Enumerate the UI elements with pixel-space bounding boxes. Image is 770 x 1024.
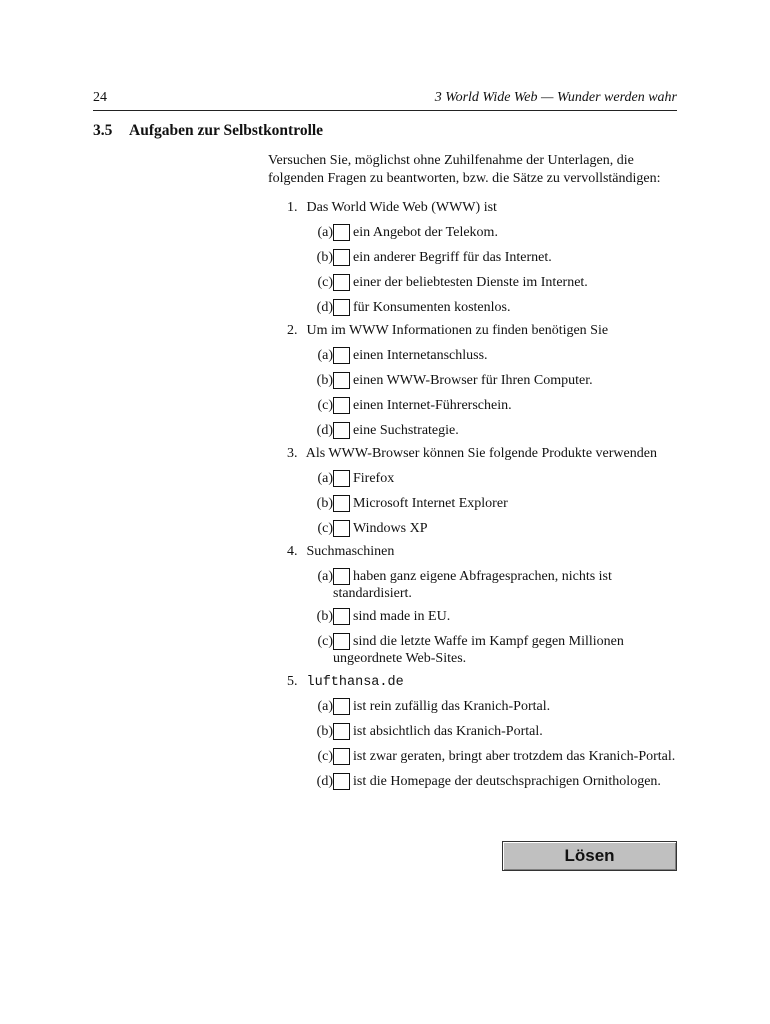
- question-number: 5.: [287, 674, 298, 689]
- answer-checkbox[interactable]: [333, 249, 350, 266]
- answer-option: [287, 770, 682, 793]
- page-header: [93, 90, 677, 111]
- option-text: einen Internet-Führerschein.: [353, 398, 512, 413]
- option-text: ist rein zufällig das Kranich-Portal.: [353, 699, 551, 714]
- running-title: 3 World Wide Web — Wunder werden wahr: [434, 90, 677, 105]
- question-text: [287, 442, 682, 465]
- answer-option: [287, 369, 682, 392]
- question-text: [287, 670, 682, 693]
- answer-option: [287, 344, 682, 367]
- answer-checkbox[interactable]: [333, 520, 350, 537]
- option-letter: (b): [316, 250, 333, 265]
- answer-checkbox[interactable]: [333, 224, 350, 241]
- option-text: Firefox: [353, 471, 395, 486]
- answer-checkbox[interactable]: [333, 748, 350, 765]
- answer-checkbox[interactable]: [333, 274, 350, 291]
- page-number: 24: [93, 90, 107, 105]
- answer-checkbox[interactable]: [333, 299, 350, 316]
- option-text: ein anderer Begriff für das Internet.: [353, 250, 552, 265]
- section-number: 3.5: [93, 122, 113, 139]
- option-letter: (c): [317, 275, 333, 290]
- option-text: sind die letzte Waffe im Kampf gegen Millionen: [353, 634, 624, 649]
- answer-option: [287, 246, 682, 269]
- option-text: ist die Homepage der deutschsprachigen Ornithologen.: [353, 774, 661, 789]
- option-letter: (c): [317, 749, 333, 764]
- question-label: Als WWW-Browser können Sie folgende Produkte verwenden: [305, 446, 657, 461]
- answer-option: [287, 296, 682, 319]
- question-label: Suchmaschinen: [306, 544, 395, 559]
- answer-option: [287, 605, 682, 628]
- question-label: lufthansa.de: [306, 675, 404, 690]
- answer-option: [287, 221, 682, 244]
- option-letter: (d): [316, 423, 333, 438]
- question-number: 1.: [287, 200, 298, 215]
- question-label: Um im WWW Informationen zu finden benötigen Sie: [306, 323, 609, 338]
- question-text: [287, 319, 682, 342]
- option-text: Windows XP: [353, 521, 428, 536]
- answer-checkbox[interactable]: [333, 723, 350, 740]
- question-3: [287, 442, 682, 540]
- answer-option: [287, 419, 682, 442]
- option-text: ist zwar geraten, bringt aber trotzdem das Kranich-Portal.: [353, 749, 676, 764]
- answer-option: [287, 720, 682, 743]
- option-letter: (c): [317, 398, 333, 413]
- answer-option: [287, 630, 682, 667]
- option-text: ist absichtlich das Kranich-Portal.: [353, 724, 543, 739]
- question-text: [287, 196, 682, 219]
- answer-option: [287, 745, 682, 768]
- answer-option: [287, 565, 682, 602]
- question-4: [287, 540, 682, 667]
- option-text: haben ganz eigene Abfragesprachen, nichts ist: [353, 569, 612, 584]
- question-1: [287, 196, 682, 319]
- option-letter: (a): [317, 569, 333, 584]
- option-text: einen WWW-Browser für Ihren Computer.: [353, 373, 593, 388]
- option-text: sind made in EU.: [353, 609, 451, 624]
- option-text: ein Angebot der Telekom.: [353, 225, 498, 240]
- answer-checkbox[interactable]: [333, 568, 350, 585]
- option-letter: (c): [317, 521, 333, 536]
- option-letter: (b): [316, 496, 333, 511]
- option-text: einen Internetanschluss.: [353, 348, 488, 363]
- option-letter: (b): [316, 609, 333, 624]
- option-letter: (d): [316, 774, 333, 789]
- answer-option: [287, 492, 682, 515]
- answer-checkbox[interactable]: [333, 470, 350, 487]
- section-title: Aufgaben zur Selbstkontrolle: [129, 122, 324, 139]
- question-text: [287, 540, 682, 563]
- option-text: einer der beliebtesten Dienste im Internet.: [353, 275, 588, 290]
- answer-checkbox[interactable]: [333, 422, 350, 439]
- answer-option: [287, 695, 682, 718]
- answer-checkbox[interactable]: [333, 495, 350, 512]
- answer-checkbox[interactable]: [333, 773, 350, 790]
- option-letter: (d): [316, 300, 333, 315]
- answer-checkbox[interactable]: [333, 633, 350, 650]
- option-text: Microsoft Internet Explorer: [353, 496, 508, 511]
- option-letter: (b): [316, 724, 333, 739]
- intro-text: Versuchen Sie, möglichst ohne Zuhilfenahme der Unterlagen, die folgenden Fragen zu beantworten, bzw. die Sätze zu vervollständigen:: [268, 153, 661, 186]
- option-text: eine Suchstrategie.: [353, 423, 459, 438]
- question-number: 4.: [287, 544, 298, 559]
- option-letter: (c): [317, 634, 333, 649]
- question-label: Das World Wide Web (WWW) ist: [306, 200, 497, 215]
- question-2: [287, 319, 682, 442]
- question-number: 2.: [287, 323, 298, 338]
- option-letter: (a): [317, 699, 333, 714]
- option-letter: (b): [316, 373, 333, 388]
- answer-option: [287, 271, 682, 294]
- answer-checkbox[interactable]: [333, 698, 350, 715]
- answer-option: [287, 394, 682, 417]
- question-number: 3.: [287, 446, 298, 461]
- question-5: [287, 670, 682, 793]
- answer-checkbox[interactable]: [333, 608, 350, 625]
- option-letter: (a): [317, 348, 333, 363]
- answer-option: [287, 517, 682, 540]
- option-text-continued: standardisiert.: [333, 586, 412, 601]
- option-letter: (a): [317, 471, 333, 486]
- option-text-continued: ungeordnete Web-Sites.: [333, 651, 467, 666]
- option-letter: (a): [317, 225, 333, 240]
- question-list: [287, 196, 682, 793]
- answer-checkbox[interactable]: [333, 347, 350, 364]
- section-heading: [93, 122, 323, 140]
- solve-button[interactable]: Lösen: [502, 841, 677, 871]
- answer-checkbox[interactable]: [333, 372, 350, 389]
- answer-option: [287, 467, 682, 490]
- option-text: für Konsumenten kostenlos.: [353, 300, 511, 315]
- answer-checkbox[interactable]: [333, 397, 350, 414]
